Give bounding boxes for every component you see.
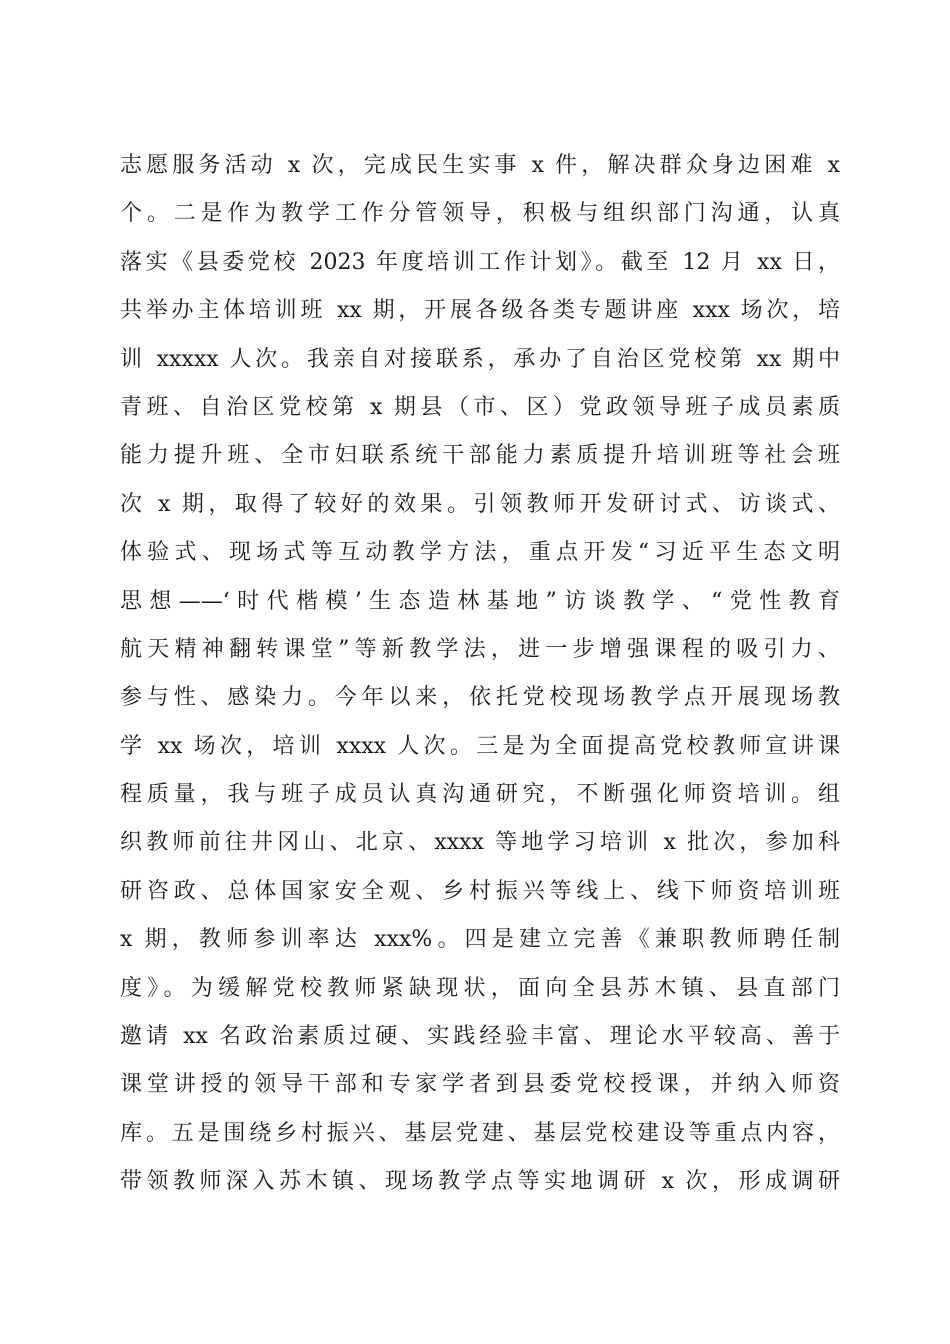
text-line: 织教师前往井冈山、北京、xxxx 等地学习培训 x 批次，参加科: [120, 830, 840, 856]
text-line: 思想——‘时代楷模’生态造林基地”访谈教学、“党性教育: [120, 588, 840, 614]
text-line: x 期，教师参训率达 xxx%。四是建立完善《兼职教师聘任制: [120, 927, 840, 953]
text-line: 参与性、感染力。今年以来，依托党校现场教学点开展现场教: [120, 685, 840, 711]
text-line: 度》。为缓解党校教师紧缺现状，面向全县苏木镇、县直部门: [120, 975, 840, 1001]
text-line: 个。二是作为教学工作分管领导，积极与组织部门沟通，认真: [120, 201, 840, 227]
text-line: 航天精神翻转课堂”等新教学法，进一步增强课程的吸引力、: [120, 636, 840, 662]
text-line: 体验式、现场式等互动教学方法，重点开发“习近平生态文明: [120, 540, 840, 566]
text-line: 课堂讲授的领导干部和专家学者到县委党校授课，并纳入师资: [120, 1072, 840, 1098]
text-line: 学 xx 场次，培训 xxxx 人次。三是为全面提高党校教师宣讲课: [120, 733, 840, 759]
text-line: 带领教师深入苏木镇、现场教学点等实地调研 x 次，形成调研: [120, 1169, 840, 1195]
text-line: 研咨政、总体国家安全观、乡村振兴等线上、线下师资培训班: [120, 878, 840, 904]
text-line: 青班、自治区党校第 x 期县（市、区）党政领导班子成员素质: [120, 394, 840, 420]
text-line: 共举办主体培训班 xx 期，开展各级各类专题讲座 xxx 场次，培: [120, 298, 840, 324]
text-line: 能力提升班、全市妇联系统干部能力素质提升培训班等社会班: [120, 443, 840, 469]
text-line: 邀请 xx 名政治素质过硬、实践经验丰富、理论水平较高、善于: [120, 1024, 840, 1050]
text-line: 次 x 期，取得了较好的效果。引领教师开发研讨式、访谈式、: [120, 491, 840, 517]
text-line: 训 xxxxx 人次。我亲自对接联系，承办了自治区党校第 xx 期中: [120, 346, 840, 372]
text-line: 志愿服务活动 x 次，完成民生实事 x 件，解决群众身边困难 x: [120, 153, 840, 178]
text-line: 库。五是围绕乡村振兴、基层党建、基层党校建设等重点内容，: [120, 1120, 840, 1146]
text-line: 落实《县委党校 2023 年度培训工作计划》。截至 12 月 xx 日，: [120, 249, 840, 275]
body-text: [120, 142, 840, 1207]
text-line: 程质量，我与班子成员认真沟通研究，不断强化师资培训。组: [120, 782, 840, 808]
